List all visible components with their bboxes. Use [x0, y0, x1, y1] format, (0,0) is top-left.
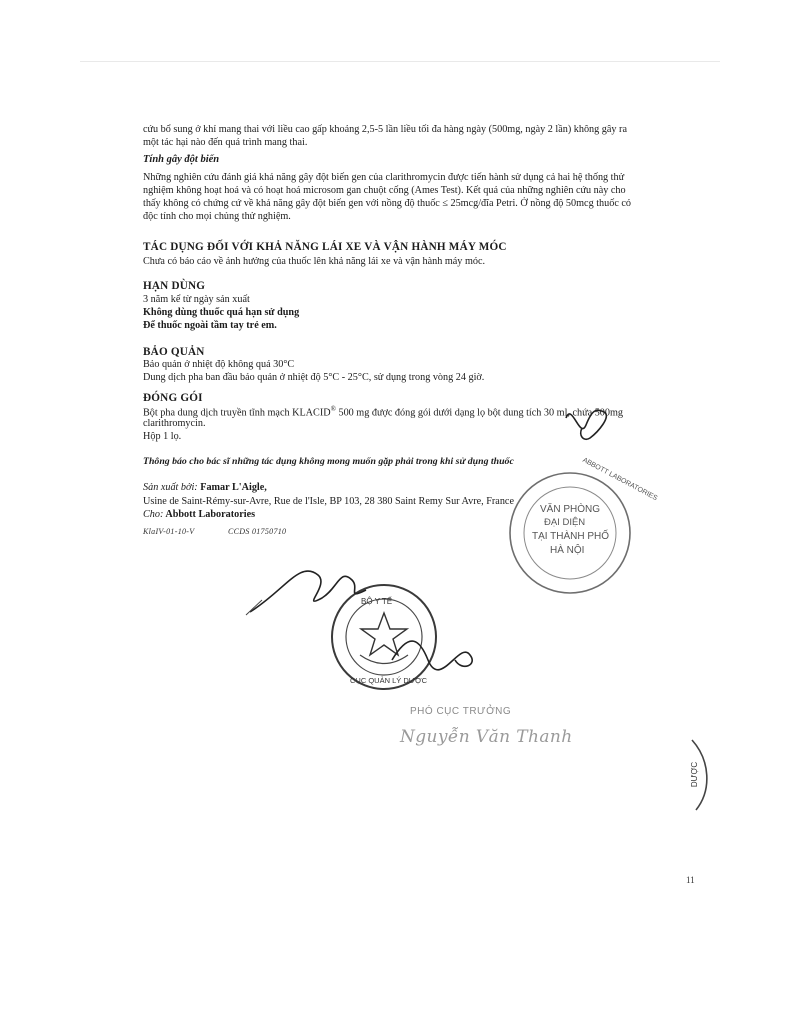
storage-line-2: Dung dịch pha ban đầu bảo quản ở nhiệt độ 5°C - 25°C, sử dụng trong vòng 24 giờ. [143, 372, 485, 383]
mutagenicity-line-2: nghiệm không hoạt hoá và có hoạt hoá microsom gan chuột cống (Ames Test). Kết quả của những nghiên cứu này cho [143, 185, 626, 196]
rep-stamp-line-3: TẠI THÀNH PHỐ [532, 531, 610, 542]
rep-stamp-line-4: HÀ NỘI [550, 545, 585, 556]
storage-heading: BẢO QUẢN [143, 346, 205, 358]
edge-stamp-text: DƯỢC [690, 761, 700, 788]
signatory-title: PHÓ CỤC TRƯỞNG [410, 706, 512, 717]
intro-line-1: cứu bổ sung ở khỉ mang thai với liều cao gấp khoảng 2,5-5 lần liều tối đa hàng ngày (500mg, ngày 2 lần) không gây ra [143, 124, 627, 135]
mutagenicity-line-4: độc tính cho mọi chủng thử nghiệm. [143, 211, 291, 222]
page-number: 11 [686, 875, 695, 885]
for-name: Abbott Laboratories [163, 509, 256, 520]
driving-heading: TÁC DỤNG ĐỐI VỚI KHẢ NĂNG LÁI XE VÀ VẬN HÀNH MÁY MÓC [143, 241, 507, 253]
shelf-life-line-1: 3 năm kể từ ngày sản xuất [143, 294, 250, 305]
packaging-heading: ĐÓNG GÓI [143, 392, 203, 404]
intro-line-2: một tác hại nào đến quá trình mang thai. [143, 137, 308, 148]
shelf-life-line-3: Để thuốc ngoài tầm tay trẻ em. [143, 320, 277, 331]
for-label: Cho: [143, 509, 164, 520]
mutagenicity-line-1: Những nghiên cứu đánh giá khả năng gây đột biến gen của clarithromycin được tiến hành sử dụng cả hai hệ thống thử [143, 172, 625, 183]
director-signature [250, 571, 472, 670]
packaging-line-3: Hộp 1 lọ. [143, 431, 182, 442]
signatory-name: Nguyễn Văn Thanh [400, 727, 573, 747]
storage-line-1: Bảo quản ở nhiệt độ không quá 30°C [143, 359, 295, 370]
rep-stamp-line-2: ĐẠI DIỆN [544, 517, 586, 528]
manufacturer-name: Famar L'Aigle, [197, 482, 267, 493]
packaging-line-1-end: 500 mg được đóng gói dưới dạng lọ bột dung tích 30 ml, chứa 500mg [335, 407, 624, 419]
rep-stamp-line-1: VĂN PHÒNG [540, 504, 601, 515]
document-code-2: CCDS 01750710 [228, 527, 287, 536]
rep-stamp-ring: ABBOTT LABORATORIES [581, 456, 659, 503]
mutagenicity-heading: Tính gây đột biến [143, 154, 220, 165]
mutagenicity-line-3: thấy không có chứng cứ về khả năng gây đột biến gen với nồng độ thuốc ≤ 25mcg/đĩa Petri. Ở nồng độ 50mcg thuốc có [143, 198, 632, 209]
document-code-1: KlaIV-01-10-V [143, 527, 195, 536]
packaging-initial-signature [566, 410, 606, 439]
registered-mark: ® [330, 405, 336, 413]
manufacturer-address: Usine de Saint-Rémy-sur-Avre, Rue de l'Isle, BP 103, 28 380 Saint Remy Sur Avre, France [143, 496, 514, 507]
shelf-life-heading: HẠN DÙNG [143, 280, 206, 292]
driving-text: Chưa có báo cáo về ảnh hưởng của thuốc lên khả năng lái xe và vận hành máy móc. [143, 256, 486, 267]
ministry-stamp-bottom: CỤC QUẢN LÝ DƯỢC [350, 676, 428, 685]
ministry-stamp-top: BỘ Y TẾ [361, 597, 393, 606]
shelf-life-line-2: Không dùng thuốc quá hạn sử dụng [143, 307, 300, 318]
director-signature-tail [246, 600, 262, 615]
packaging-line-2: clarithromycin. [143, 418, 206, 429]
manufacturer-label: Sản xuất bởi: [143, 482, 198, 493]
adverse-effects-notice: Thông báo cho bác sĩ những tác dụng không mong muốn gặp phải trong khi sử dụng thuốc [143, 456, 514, 467]
packaging-line-1-start: Bột pha dung dịch truyền tĩnh mạch KLACID [143, 407, 331, 419]
